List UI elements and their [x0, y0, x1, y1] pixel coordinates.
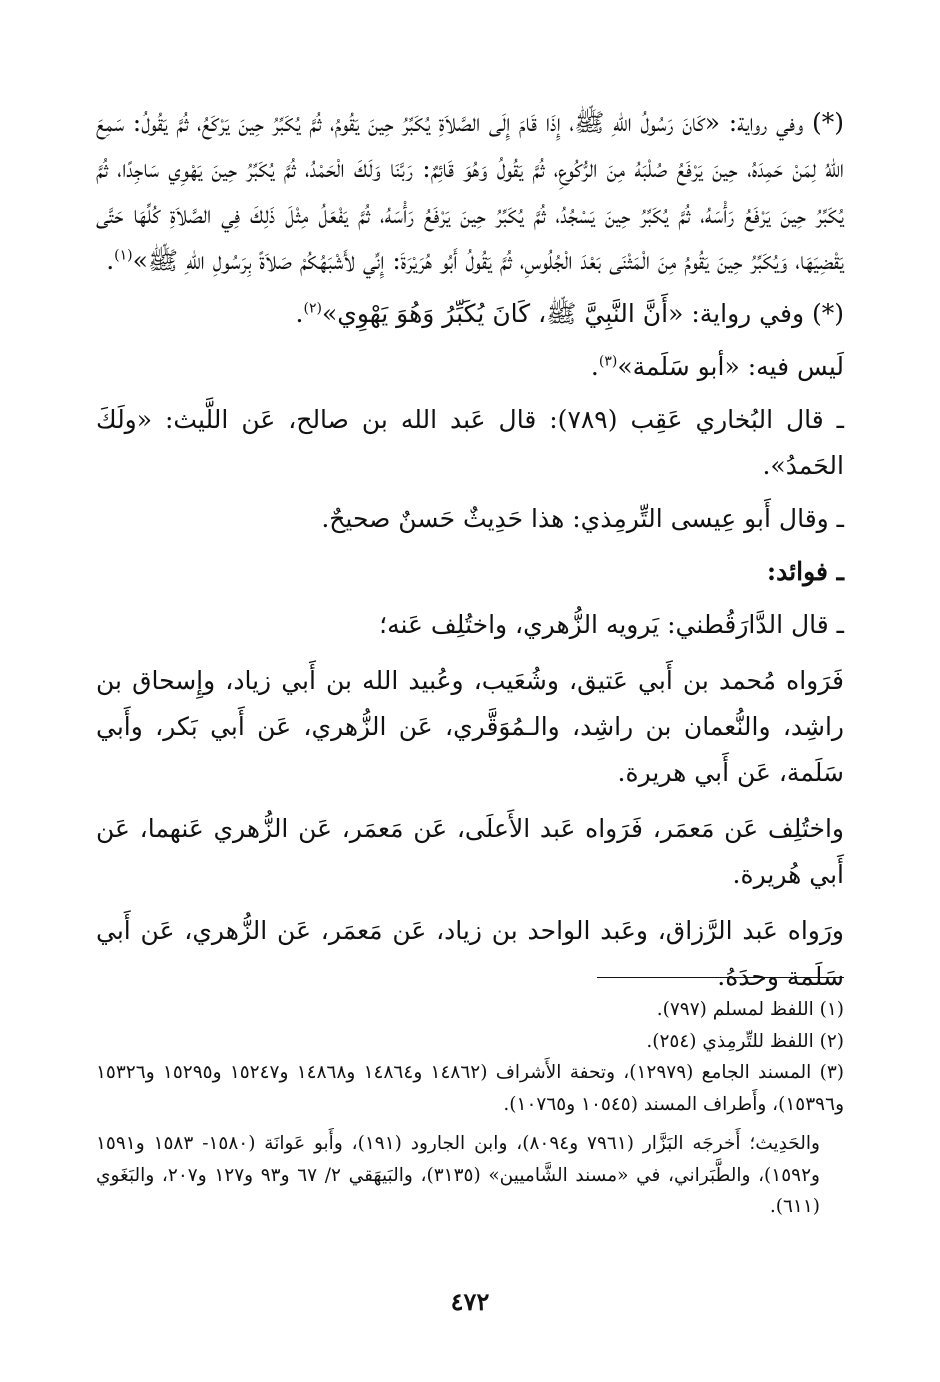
footnote-3: (٣) المسند الجامع (١٢٩٧٩)، وتحفة الأَشراف (١٤٨٦٢ و١٤٨٦٤ و١٤٨٦٨ و١٥٢٤٧ و١٥٢٩٥ و١٥٣٢٦ و١٥٣٩٦)، وأَطراف المسند (١٠٥٤٥ و١٠٧٦٥).: [96, 1062, 844, 1115]
tirmidhi-comment: ـ وقال أَبو عِيسى التِّرمِذي: هذا حَدِيثٌ حَسنٌ صحيحٌ.: [321, 504, 844, 533]
footnote-ref-2: (٢): [303, 300, 322, 317]
footnote-3-continuation: [96, 1128, 844, 1223]
narration-1-text: (*) وفي رواية: «كَانَ رَسُولُ اللهِ ﷺ، إِذَا قَامَ إِلَى الصَّلاَةِ يُكَبِّرُ حِينَ يَقُومُ، ثُمَّ يُكَبِّرُ حِينَ يَرْكَعُ، ثُمَّ يَقُولُ: سَمِعَ اللهُ لِمَنْ حَمِدَهُ، حِينَ يَرْفَعُ صُلْبَهُ مِنَ الرُّكُوعِ، ثُمَّ يَقُولُ وَهُوَ قَائِمٌ: رَبَّنَا وَلَكَ الْحَمْدُ، ثُمَّ يُكَبِّرُ حِينَ يَهْوِي سَاجِدًا، ثُمَّ يُكَبِّرُ حِينَ يَرْفَعُ رَأْسَهُ، ثُمَّ يُكَبِّرُ حِينَ يَسْجُدُ، ثُمَّ يُكَبِّرُ حِينَ يَرْفَعُ رَأْسَهُ، ثُمَّ يَفْعَلُ مِثْلَ ذَلِكَ فِي الصَّلاَةِ كُلِّهَا حَتَّى يَقْضِيَهَا، وَيُكَبِّرُ حِينَ يَقُومُ مِنَ الْمَثْنَى بَعْدَ الْجُلُوسِ، ثُمَّ يَقُولُ أَبُو هُرَيْرَةَ: إِنِّي لأَشْبَهُكُمْ صَلاَةً بِرَسُولِ اللهِ ﷺ»: [96, 108, 844, 275]
main-text: [96, 100, 844, 1000]
note-abu-salama-text: لَيس فيه: «أبو سَلَمة»: [617, 352, 844, 381]
footnote-ref-3: (٣): [598, 353, 618, 370]
narration-1: [96, 100, 844, 284]
daraqutni-comment: ـ قال الدَّارَقُطني: يَرويه الزُّهري، واختُلِف عَنه؛: [379, 610, 844, 639]
footnote-divider: [597, 977, 844, 978]
bukhari-comment: ـ قال البُخاري عَقِب (٧٨٩): قال عَبد الله بن صالح، عَن اللَّيث: «ولَكَ الحَمدُ».: [96, 405, 844, 480]
page-number: ٤٧٢: [450, 1287, 490, 1316]
narrators-paragraph-1: فَرَواه مُحمد بن أَبي عَتيق، وشُعَيب، وعُبيد الله بن أَبي زياد، وإِسحاق بن راشِد، والنُّعمان بن راشِد، والـمُوَقَّري، عَن الزُّهري، عَن أَبي بَكر، وأَبي سَلَمة، عَن أَبي هريرة.: [96, 666, 844, 787]
footnote-2: (٢) اللفظ للتِّرمِذي (٢٥٤).: [646, 1030, 844, 1052]
footnote-ref-1: (١): [114, 247, 133, 264]
narration-2: [96, 291, 844, 337]
footnotes: [96, 994, 844, 1223]
footnote-1: (١) اللفظ لمسلم (٧٩٧).: [656, 999, 844, 1020]
benefits-heading: ـ فوائد:: [766, 557, 844, 586]
note-abu-salama-end: .: [590, 352, 599, 381]
narration-1-end: .: [106, 246, 115, 275]
note-abu-salama: [96, 344, 844, 390]
narrators-paragraph-3: ورَواه عَبد الرَّزاق، وعَبد الواحد بن زياد، عَن مَعمَر، عَن الزُّهري، عَن أَبي سَلَمة وحدَهُ.: [96, 916, 844, 991]
narration-2-end: .: [295, 299, 304, 328]
narration-2-text: (*) وفي رواية: «أَنَّ النَّبِيَّ ﷺ، كَانَ يُكَبِّرُ وَهُوَ يَهْوِي»: [321, 299, 844, 328]
footnote-3-continuation-text: والحَدِيث؛ أَخرجَه البَزَّار (٧٩٦١ و٨٠٩٤)، وابن الجارود (١٩١)، وأَبو عَوانَة (١٥٨٠- ١٥٨٣ و١٥٩١ و١٥٩٢)، والطَّبَراني، في «مسند الشَّاميين» (٣١٣٥)، والبَيهَقي ٢/ ٦٧ و٩٣ و١٢٧ و٢٠٧، والبَغَوي (٦١١).: [96, 1133, 820, 1217]
narrators-paragraph-2: واختُلِف عَن مَعمَر، فَرَواه عَبد الأَعلَى، عَن مَعمَر، عَن الزُّهري عَنهما، عَن أَبي هُريرة.: [96, 814, 844, 889]
